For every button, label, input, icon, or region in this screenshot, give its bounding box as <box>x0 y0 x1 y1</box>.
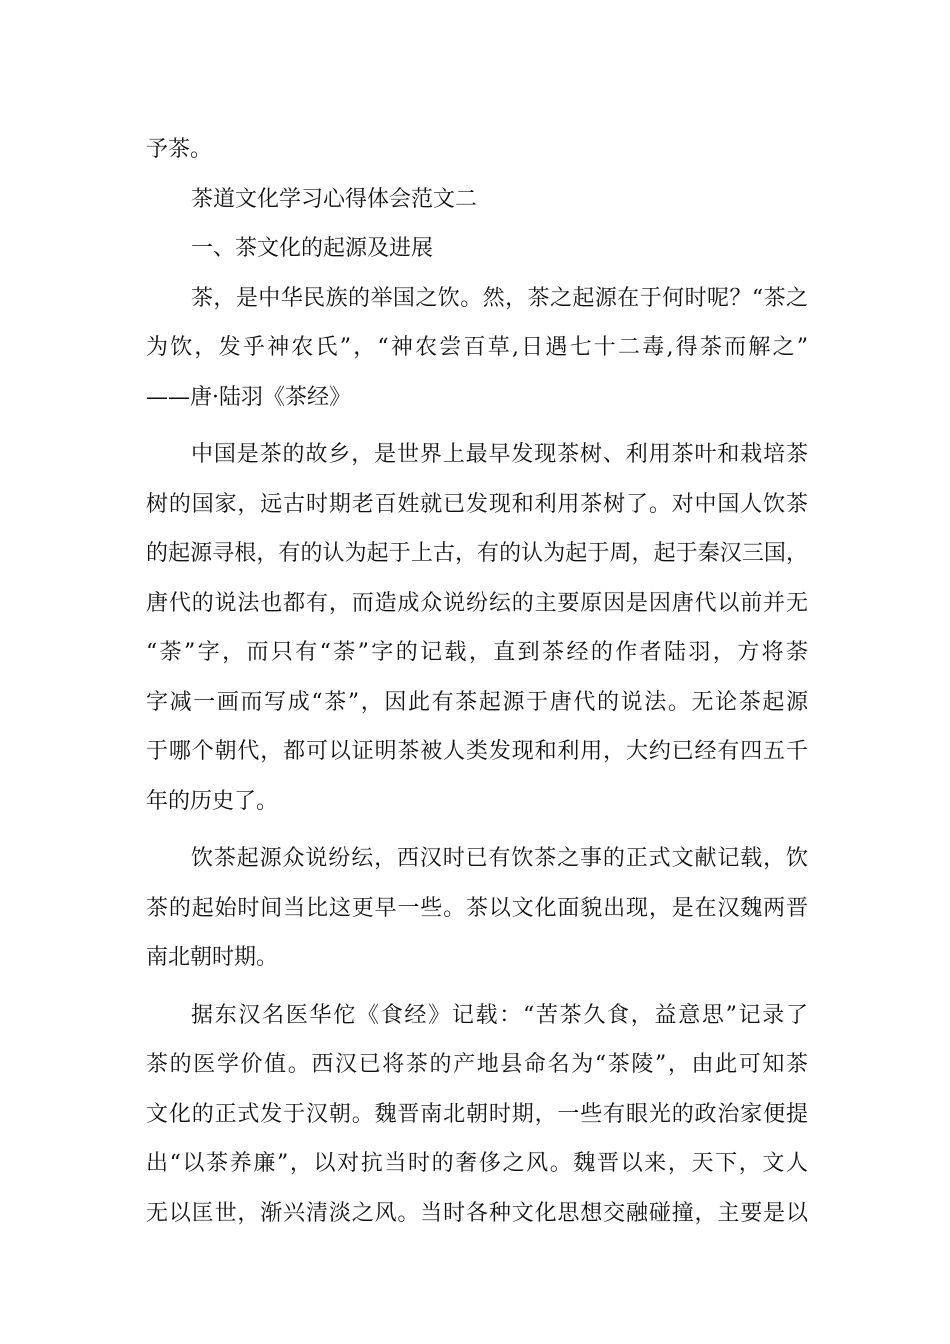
text-line: 予茶。 <box>146 137 213 162</box>
section-title: 茶道文化学习心得体会范文二 <box>191 186 478 212</box>
text-line: 的起源寻根，有的认为起于上古，有的认为起于周，起于秦汉三国， <box>146 541 808 566</box>
text-line: 据东汉名医华佗《食经》记载：“苦茶久食，益意思”记录了 <box>191 1002 808 1028</box>
paragraph-gap <box>146 983 808 991</box>
section-heading: 一、茶文化的起源及进展 <box>191 236 434 261</box>
paragraph-gap <box>146 422 808 430</box>
text-line: 饮茶起源众说纷纭，西汉时已有饮茶之事的正式文献记载，饮 <box>191 846 808 871</box>
document-body <box>146 125 808 1238</box>
text-line: “荼”字，而只有“荼”字的记载，直到茶经的作者陆羽，方将荼 <box>146 640 808 665</box>
text-line: 唐代的说法也都有，而造成众说纷纭的主要原因是因唐代以前并无 <box>146 590 808 616</box>
text-line: 南北朝时期。 <box>146 945 279 970</box>
text-line: 于哪个朝代，都可以证明茶被人类发现和利用，大约已经有四五千 <box>146 739 808 764</box>
text-line: 无以匡世，渐兴清淡之风。当时各种文化思想交融碰撞，主要是以 <box>146 1200 808 1226</box>
text-line: 茶的起始时间当比这更早一些。茶以文化面貌出现，是在汉魏两晋 <box>146 895 808 921</box>
text-line: 出“以茶养廉”，以对抗当时的奢侈之风。魏晋以来，天下，文人 <box>146 1151 808 1176</box>
text-line: 茶的医学价值。西汉已将茶的产地县命名为“茶陵”，由此可知茶 <box>146 1052 808 1077</box>
text-line: 文化的正式发于汉朝。魏晋南北朝时期，一些有眼光的政治家便提 <box>146 1101 808 1127</box>
paragraph-gap <box>146 826 808 834</box>
text-line: 年的历史了。 <box>146 788 279 814</box>
quote-attribution: ——唐·陆羽《茶经》 <box>146 384 351 410</box>
text-line: 茶，是中华民族的举国之饮。然，茶之起源在于何时呢？“茶之 <box>191 285 808 311</box>
text-line: 字减一画而写成“茶”，因此有茶起源于唐代的说法。无论茶起源 <box>146 689 808 715</box>
text-line: 为饮，发乎神农氏”，“神农尝百草,日遇七十二毒,得茶而解之” <box>146 335 808 360</box>
text-line: 树的国家，远古时期老百姓就已发现和利用茶树了。对中国人饮茶 <box>146 491 808 517</box>
text-line: 中国是茶的故乡，是世界上最早发现茶树、利用茶叶和栽培茶 <box>191 442 808 467</box>
